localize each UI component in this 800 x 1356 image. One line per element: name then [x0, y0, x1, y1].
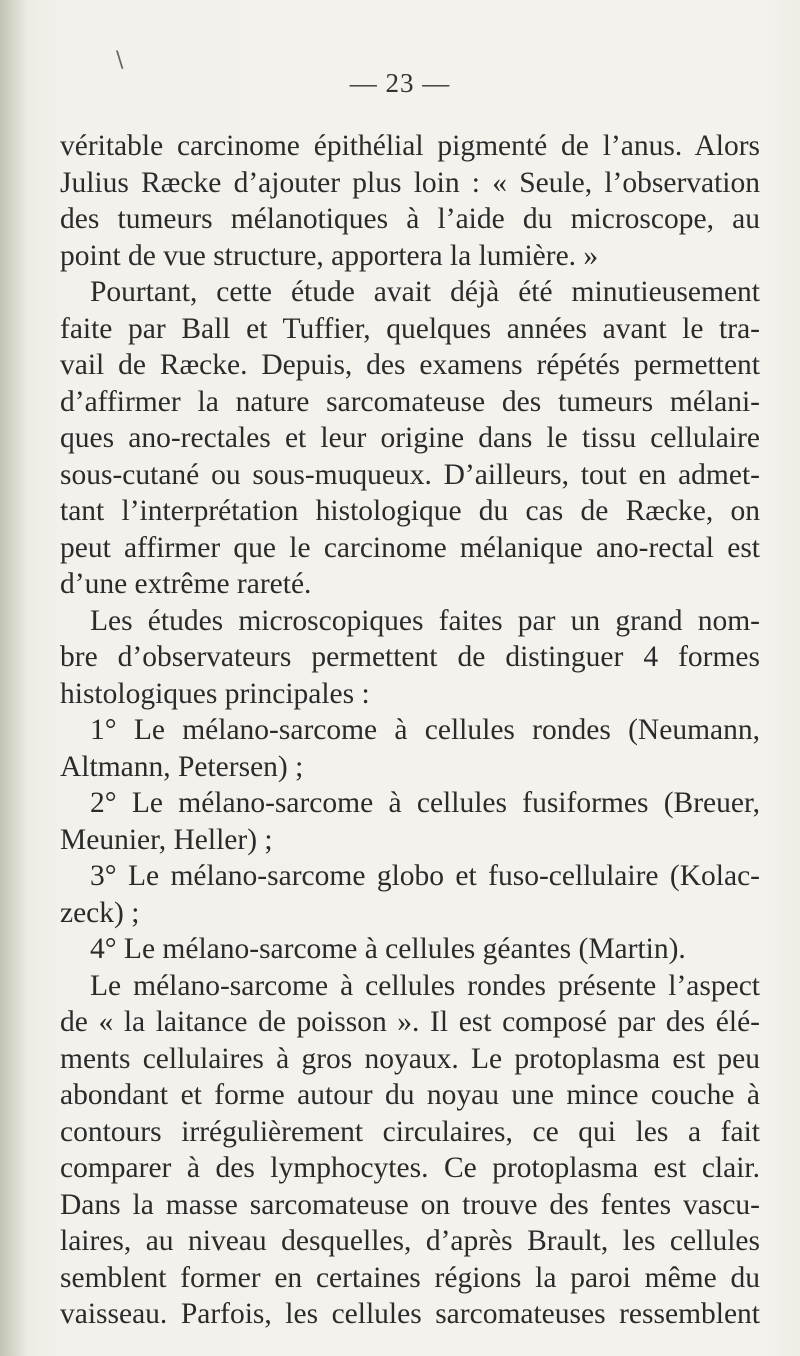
text-line: faite par Ball et Tuffier, quelques années avant le tra-: [60, 312, 760, 345]
binding-shadow: [0, 0, 28, 1356]
text-line: véritable carcinome épithélial pigmenté de l’anus. Alors: [60, 130, 760, 162]
text-line: des tumeurs mélanotiques à l’aide du microscope, au: [60, 203, 760, 235]
text-line: vaisseau. Parfois, les cellules sarcomateuses ressemblent: [60, 1298, 760, 1330]
text-line: 1° Le mélano-sarcome à cellules rondes (Neumann,: [90, 714, 760, 746]
text-line: comparer à des lymphocytes. Ce protoplasma est clair.: [60, 1152, 760, 1184]
text-line: ques ano-rectales et leur origine dans le tissu cellulaire: [60, 422, 760, 454]
text-line: Meunier, Heller) ;: [60, 823, 273, 856]
text-line: histologiques principales :: [60, 677, 370, 710]
text-line: zeck) ;: [60, 896, 140, 929]
text-line: vail de Ræcke. Depuis, des examens répétés permettent: [60, 349, 760, 381]
text-line: tant l’interprétation histologique du cas de Ræcke, on: [60, 495, 760, 527]
text-line: 4° Le mélano-sarcome à cellules géantes (Martin).: [90, 933, 686, 965]
text-line: semblent former en certaines régions la paroi même du: [60, 1261, 760, 1294]
text-line: de « la laitance de poisson ». Il est composé par des élé-: [60, 1006, 760, 1038]
text-line: bre d’observateurs permettent de distinguer 4 formes: [60, 641, 760, 673]
text-line: Julius Ræcke d’ajouter plus loin : « Seule, l’observation: [60, 166, 760, 199]
text-line: contours irrégulièrement circulaires, ce qui les a fait: [60, 1115, 760, 1148]
text-line: laires, au niveau desquelles, d’après Brault, les cellules: [60, 1225, 760, 1257]
body-text: [60, 128, 760, 1333]
page-number: — 23 —: [349, 68, 451, 98]
text-line: 2° Le mélano-sarcome à cellules fusiformes (Breuer,: [90, 787, 760, 819]
text-line: d’une extrême rareté.: [60, 568, 312, 600]
text-line: ments cellulaires à gros noyaux. Le protoplasma est peu: [60, 1042, 760, 1075]
text-line: d’affirmer la nature sarcomateuse des tumeurs mélani-: [60, 385, 760, 418]
text-line: 3° Le mélano-sarcome globo et fuso-cellulaire (Kolac-: [90, 860, 760, 892]
text-line: Dans la masse sarcomateuse on trouve des fentes vascu-: [60, 1188, 760, 1221]
text-line: Altmann, Petersen) ;: [60, 750, 304, 783]
text-line: Les études microscopiques faites par un grand nom-: [90, 604, 760, 637]
text-line: peut affirmer que le carcinome mélanique ano-rectal est: [60, 531, 760, 564]
text-line: abondant et forme autour du noyau une mince couche à: [60, 1079, 760, 1111]
text-line: Le mélano-sarcome à cellules rondes présente l’aspect: [90, 969, 760, 1002]
text-line: sous-cutané ou sous-muqueux. D’ailleurs, tout en admet-: [60, 458, 760, 491]
text-line: Pourtant, cette étude avait déjà été minutieusement: [90, 276, 760, 308]
margin-mark: \: [116, 48, 124, 73]
text-line: point de vue structure, apportera la lumière. »: [60, 239, 599, 272]
